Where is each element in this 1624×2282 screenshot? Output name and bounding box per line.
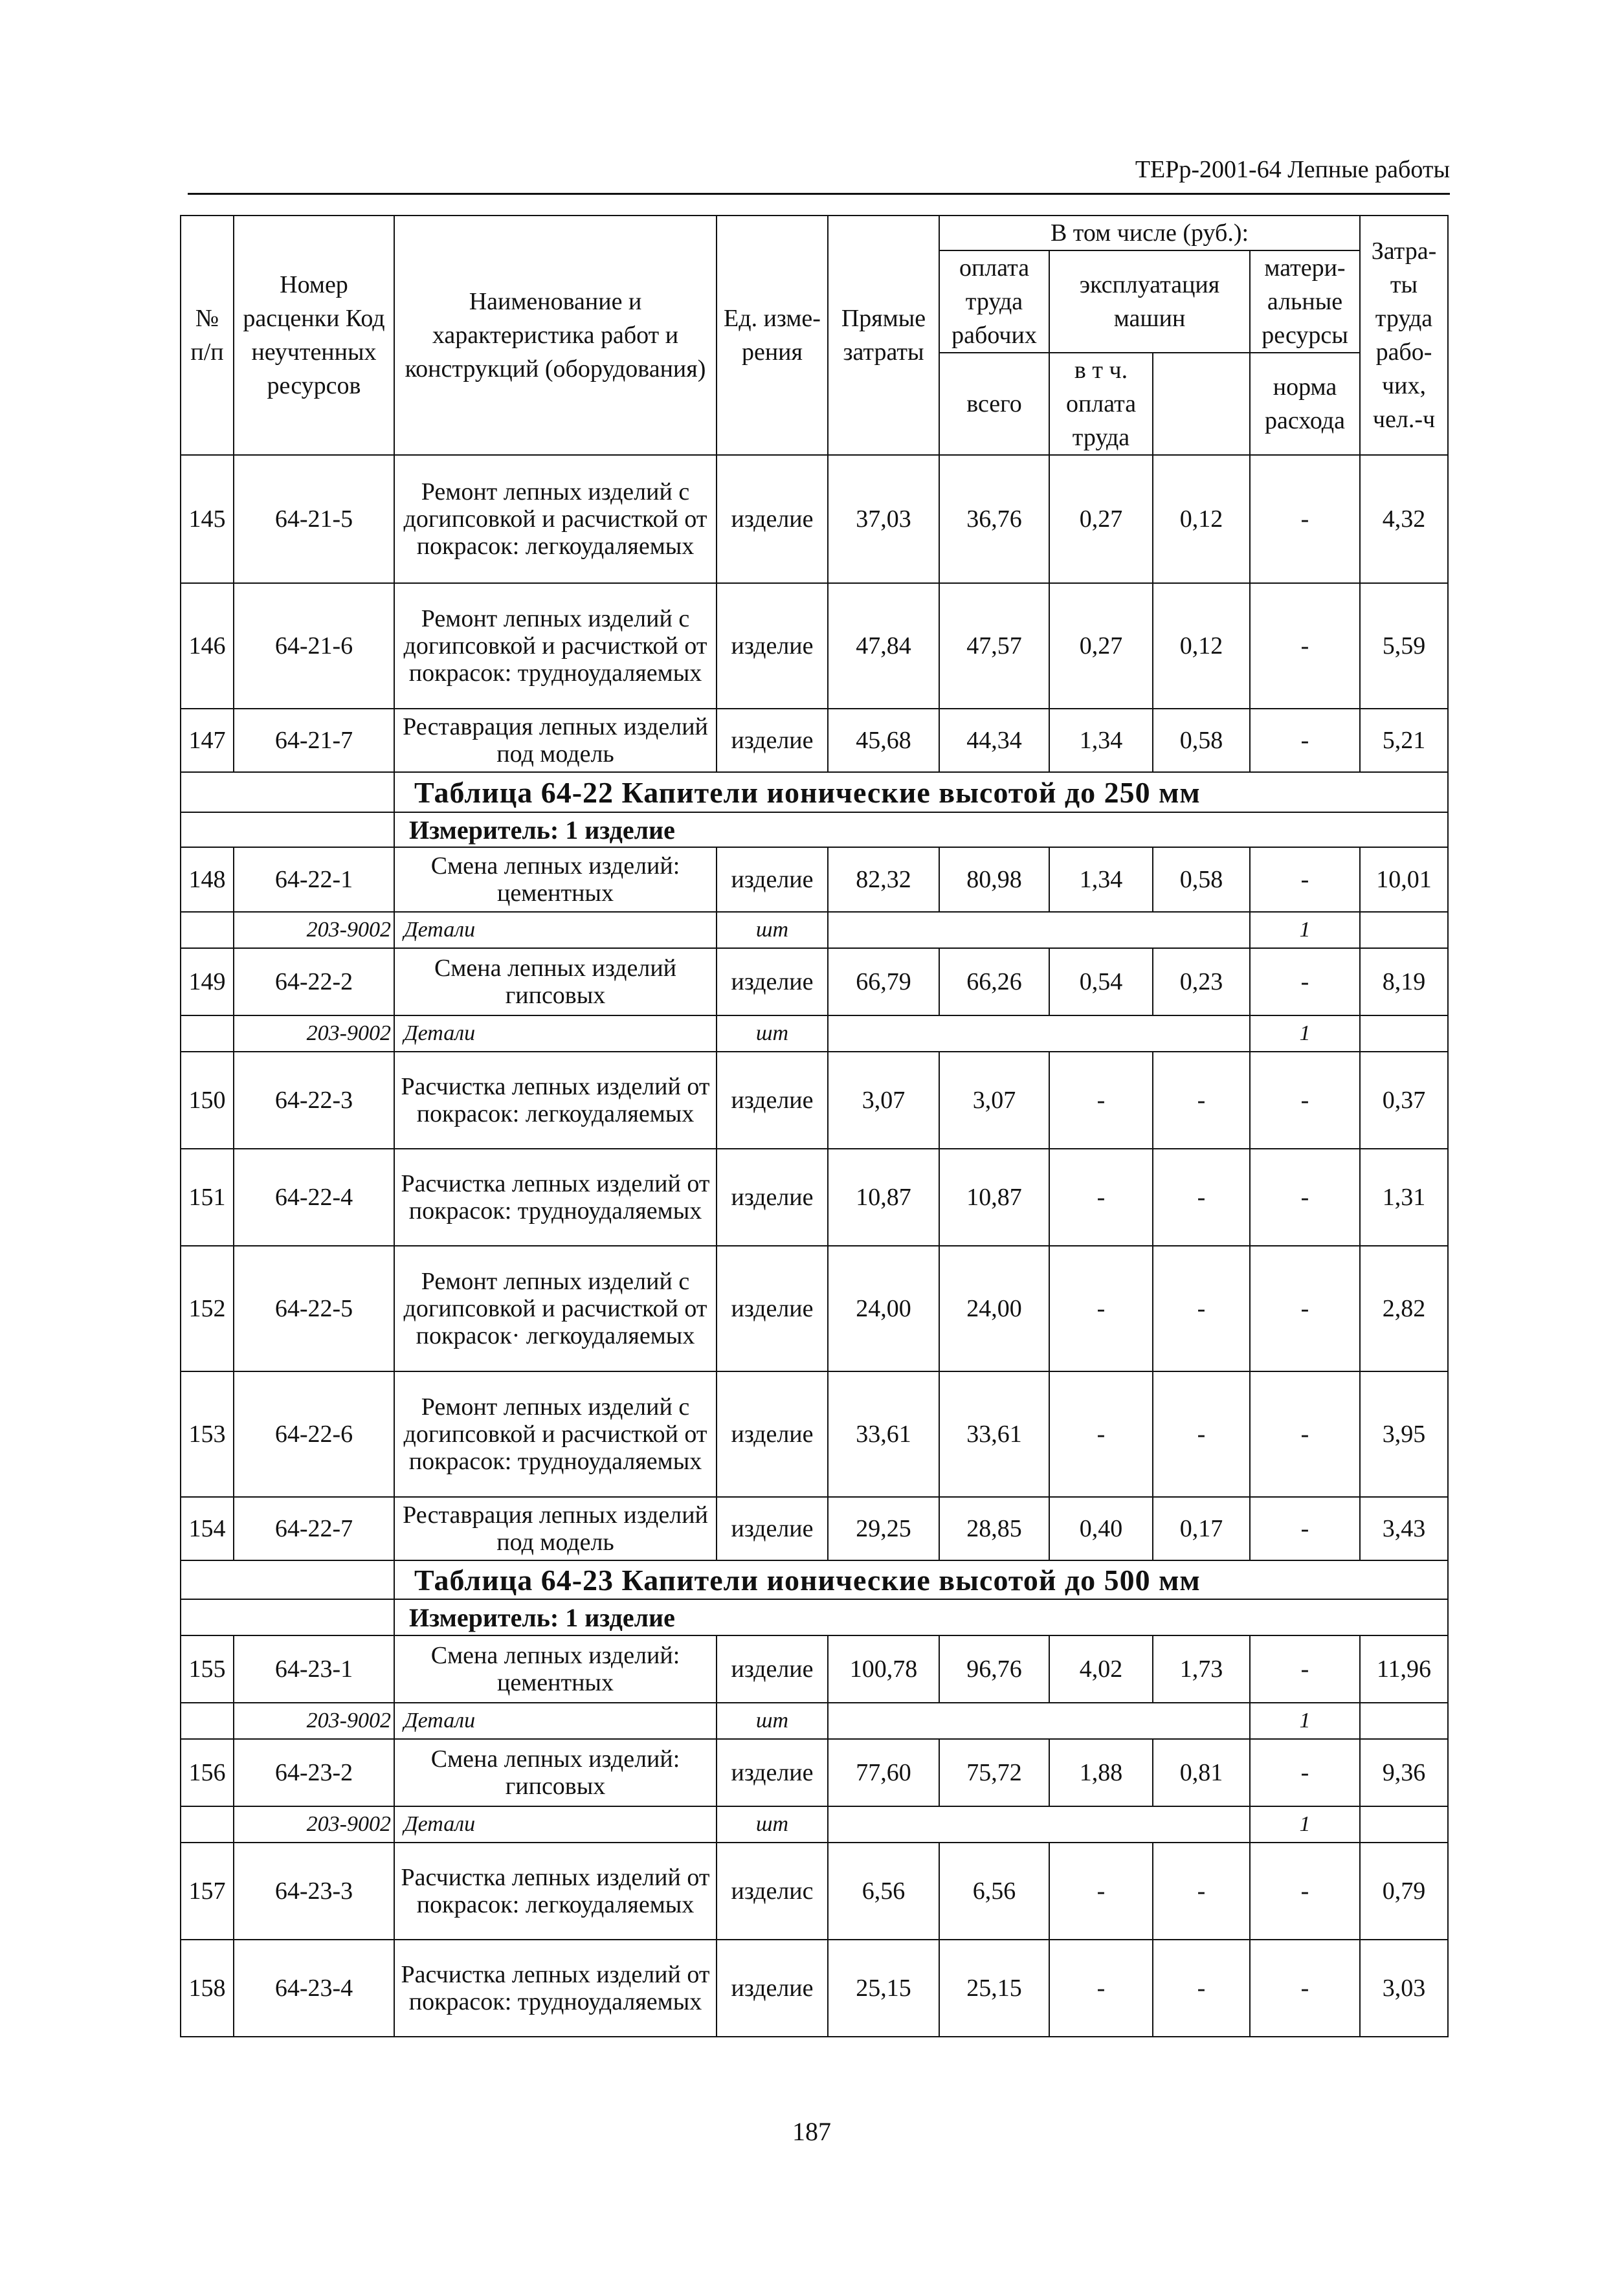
- rate-code: 64-22-3: [234, 1052, 394, 1149]
- direct-costs: 29,25: [828, 1497, 939, 1560]
- work-name: Ремонт лепных изделий с догипсовкой и расчисткой от покрасок· легкоудаляемых: [394, 1246, 717, 1371]
- labor-pay: 36,76: [939, 455, 1049, 583]
- labor-pay: 24,00: [939, 1246, 1049, 1371]
- row-number: 149: [181, 948, 234, 1015]
- materials: -: [1250, 1635, 1360, 1703]
- row-number: 157: [181, 1843, 234, 1940]
- rate-code: 64-22-1: [234, 847, 394, 912]
- table-row: [181, 1497, 1448, 1560]
- labor-hours: 3,43: [1360, 1497, 1448, 1560]
- resource-norm: 1: [1250, 1703, 1360, 1739]
- machines-total: 0,54: [1049, 948, 1153, 1015]
- resource-name: Детали: [394, 1015, 717, 1052]
- work-name: Смена лепных изделий: цементных: [394, 847, 717, 912]
- labor-pay: 6,56: [939, 1843, 1049, 1940]
- unit: изделие: [717, 948, 828, 1015]
- resource-norm: 1: [1250, 1015, 1360, 1052]
- col-name-header: Наименование и характеристика работ и конструкций (оборудования): [394, 216, 717, 455]
- machines-total: 0,27: [1049, 583, 1153, 709]
- direct-costs: 100,78: [828, 1635, 939, 1703]
- work-name: Смена лепных изделий: гипсовых: [394, 1739, 717, 1806]
- resource-name: Детали: [394, 1703, 717, 1739]
- materials: -: [1250, 709, 1360, 772]
- rate-code: 64-23-4: [234, 1940, 394, 2037]
- table-row: [181, 847, 1448, 912]
- labor-hours: 11,96: [1360, 1635, 1448, 1703]
- table-row: [181, 1246, 1448, 1371]
- rate-code: 64-22-5: [234, 1246, 394, 1371]
- unit: изделие: [717, 455, 828, 583]
- col-pay-header: оплата труда рабочих: [939, 250, 1049, 353]
- materials: -: [1250, 1497, 1360, 1560]
- work-name: Реставрация лепных изделий под модель: [394, 709, 717, 772]
- labor-pay: 80,98: [939, 847, 1049, 912]
- col-materials-header: матери- альные ресурсы: [1250, 250, 1360, 353]
- rate-code: 64-21-6: [234, 583, 394, 709]
- labor-hours: 1,31: [1360, 1149, 1448, 1246]
- machines-total: -: [1049, 1940, 1153, 2037]
- labor-pay: 75,72: [939, 1739, 1049, 1806]
- labor-pay: 28,85: [939, 1497, 1049, 1560]
- direct-costs: 33,61: [828, 1371, 939, 1497]
- table-row: [181, 1052, 1448, 1149]
- resource-code: 203-9002: [234, 912, 394, 948]
- materials: -: [1250, 1149, 1360, 1246]
- materials: -: [1250, 583, 1360, 709]
- rate-code: 64-22-6: [234, 1371, 394, 1497]
- row-number: 152: [181, 1246, 234, 1371]
- table-row: [181, 709, 1448, 772]
- materials: -: [1250, 1843, 1360, 1940]
- resource-code: 203-9002: [234, 1703, 394, 1739]
- work-name: Расчистка лепных изделий от покрасок: трудноудаляемых: [394, 1149, 717, 1246]
- col-direct-header: Прямые затраты: [828, 216, 939, 455]
- row-number: 156: [181, 1739, 234, 1806]
- resource-name: Детали: [394, 1806, 717, 1843]
- resource-name: Детали: [394, 912, 717, 948]
- rate-code: 64-23-1: [234, 1635, 394, 1703]
- unit: изделие: [717, 1371, 828, 1497]
- unit: изделие: [717, 1052, 828, 1149]
- machines-labor: 0,17: [1153, 1497, 1250, 1560]
- labor-hours: 2,82: [1360, 1246, 1448, 1371]
- section-title-row: [181, 1560, 1448, 1599]
- labor-hours: 10,01: [1360, 847, 1448, 912]
- running-header: ТЕРр-2001-64 Лепные работы: [1135, 156, 1450, 183]
- direct-costs: 77,60: [828, 1739, 939, 1806]
- machines-total: -: [1049, 1246, 1153, 1371]
- labor-hours: 0,37: [1360, 1052, 1448, 1149]
- labor-hours: 3,95: [1360, 1371, 1448, 1497]
- machines-labor: 1,73: [1153, 1635, 1250, 1703]
- rate-code: 64-22-4: [234, 1149, 394, 1246]
- table-row: [181, 1371, 1448, 1497]
- rate-code: 64-21-5: [234, 455, 394, 583]
- machines-labor: 0,12: [1153, 455, 1250, 583]
- resource-norm: 1: [1250, 1806, 1360, 1843]
- resource-code: 203-9002: [234, 1806, 394, 1843]
- header-row-1: [181, 216, 1448, 250]
- measure-label: Измеритель: 1 изделие: [394, 812, 1448, 847]
- col-mach-labor-header: в т ч. оплата труда: [1049, 353, 1153, 455]
- labor-hours: 0,79: [1360, 1843, 1448, 1940]
- machines-labor: -: [1153, 1246, 1250, 1371]
- col-norm-header: норма расхода: [1250, 353, 1360, 455]
- page-number: 187: [792, 2117, 831, 2146]
- row-number: 150: [181, 1052, 234, 1149]
- table-row: [181, 1739, 1448, 1806]
- section-title-row: [181, 772, 1448, 812]
- resource-row: [181, 1703, 1448, 1739]
- materials: -: [1250, 1052, 1360, 1149]
- labor-hours: 5,59: [1360, 583, 1448, 709]
- table-row: [181, 1635, 1448, 1703]
- unit: изделис: [717, 1843, 828, 1940]
- machines-total: -: [1049, 1149, 1153, 1246]
- machines-total: 1,34: [1049, 709, 1153, 772]
- row-number: 146: [181, 583, 234, 709]
- measure-row: [181, 812, 1448, 847]
- section-title: Таблица 64-22 Капители ионические высотой до 250 мм: [394, 772, 1448, 812]
- machines-total: -: [1049, 1052, 1153, 1149]
- header-rule: [188, 193, 1450, 195]
- work-name: Ремонт лепных изделий с догипсовкой и расчисткой от покрасок: легкоудаляемых: [394, 455, 717, 583]
- resource-unit: шт: [717, 1806, 828, 1843]
- work-name: Смена лепных изделий гипсовых: [394, 948, 717, 1015]
- rate-code: 64-23-3: [234, 1843, 394, 1940]
- unit: изделие: [717, 583, 828, 709]
- direct-costs: 10,87: [828, 1149, 939, 1246]
- machines-labor: 0,58: [1153, 847, 1250, 912]
- labor-pay: 25,15: [939, 1940, 1049, 2037]
- labor-hours: 8,19: [1360, 948, 1448, 1015]
- col-incl-header: В том числе (руб.):: [939, 216, 1360, 250]
- materials: -: [1250, 847, 1360, 912]
- materials: -: [1250, 1940, 1360, 2037]
- table-row: [181, 1149, 1448, 1246]
- col-hours-header: Затра- ты труда рабо- чих, чел.-ч: [1360, 216, 1448, 455]
- table-row: [181, 583, 1448, 709]
- table-row: [181, 455, 1448, 583]
- unit: изделие: [717, 1635, 828, 1703]
- col-machines-header: эксплуатация машин: [1049, 250, 1250, 353]
- col-mach-total-header: всего: [939, 353, 1049, 455]
- direct-costs: 37,03: [828, 455, 939, 583]
- resource-code: 203-9002: [234, 1015, 394, 1052]
- resource-unit: шт: [717, 1703, 828, 1739]
- machines-labor: -: [1153, 1371, 1250, 1497]
- resource-norm: 1: [1250, 912, 1360, 948]
- resource-unit: шт: [717, 1015, 828, 1052]
- labor-pay: 33,61: [939, 1371, 1049, 1497]
- machines-labor: -: [1153, 1052, 1250, 1149]
- row-number: 145: [181, 455, 234, 583]
- labor-hours: 3,03: [1360, 1940, 1448, 2037]
- labor-pay: 66,26: [939, 948, 1049, 1015]
- work-name: Смена лепных изделий: цементных: [394, 1635, 717, 1703]
- row-number: 147: [181, 709, 234, 772]
- machines-total: 0,40: [1049, 1497, 1153, 1560]
- direct-costs: 82,32: [828, 847, 939, 912]
- direct-costs: 24,00: [828, 1246, 939, 1371]
- work-name: Ремонт лепных изделий с догипсовкой и расчисткой от покрасок: трудноудаляемых: [394, 1371, 717, 1497]
- resource-row: [181, 1015, 1448, 1052]
- work-name: Расчистка лепных изделий от покрасок: легкоудаляемых: [394, 1052, 717, 1149]
- measure-label: Измеритель: 1 изделие: [394, 1599, 1448, 1635]
- unit: изделие: [717, 1940, 828, 2037]
- row-number: 153: [181, 1371, 234, 1497]
- direct-costs: 47,84: [828, 583, 939, 709]
- machines-labor: -: [1153, 1149, 1250, 1246]
- machines-total: 1,34: [1049, 847, 1153, 912]
- col-code-header: Номер расценки Код неучтенных ресурсов: [234, 216, 394, 455]
- rate-code: 64-21-7: [234, 709, 394, 772]
- work-name: Расчистка лепных изделий от покрасок: трудноудаляемых: [394, 1940, 717, 2037]
- machines-labor: 0,58: [1153, 709, 1250, 772]
- rate-code: 64-22-2: [234, 948, 394, 1015]
- machines-labor: 0,23: [1153, 948, 1250, 1015]
- unit: изделие: [717, 709, 828, 772]
- unit: изделие: [717, 1149, 828, 1246]
- row-number: 154: [181, 1497, 234, 1560]
- resource-row: [181, 912, 1448, 948]
- col-num-header: № п/п: [181, 216, 234, 455]
- machines-total: -: [1049, 1371, 1153, 1497]
- row-number: 148: [181, 847, 234, 912]
- table-row: [181, 1940, 1448, 2037]
- labor-hours: 9,36: [1360, 1739, 1448, 1806]
- machines-labor: -: [1153, 1843, 1250, 1940]
- machines-total: 4,02: [1049, 1635, 1153, 1703]
- rate-code: 64-23-2: [234, 1739, 394, 1806]
- materials: -: [1250, 1371, 1360, 1497]
- labor-pay: 96,76: [939, 1635, 1049, 1703]
- work-name: Расчистка лепных изделий от покрасок: легкоудаляемых: [394, 1843, 717, 1940]
- machines-labor: -: [1153, 1940, 1250, 2037]
- rate-code: 64-22-7: [234, 1497, 394, 1560]
- resource-unit: шт: [717, 912, 828, 948]
- materials: -: [1250, 948, 1360, 1015]
- machines-total: -: [1049, 1843, 1153, 1940]
- machines-total: 0,27: [1049, 455, 1153, 583]
- row-number: 158: [181, 1940, 234, 2037]
- labor-pay: 44,34: [939, 709, 1049, 772]
- materials: -: [1250, 455, 1360, 583]
- labor-pay: 3,07: [939, 1052, 1049, 1149]
- resource-row: [181, 1806, 1448, 1843]
- table-row: [181, 948, 1448, 1015]
- machines-labor: 0,12: [1153, 583, 1250, 709]
- labor-hours: 4,32: [1360, 455, 1448, 583]
- direct-costs: 25,15: [828, 1940, 939, 2037]
- machines-total: 1,88: [1049, 1739, 1153, 1806]
- row-number: 151: [181, 1149, 234, 1246]
- unit: изделие: [717, 1497, 828, 1560]
- direct-costs: 6,56: [828, 1843, 939, 1940]
- table-row: [181, 1843, 1448, 1940]
- rates-table: [180, 215, 1449, 2037]
- section-title: Таблица 64-23 Капители ионические высотой до 500 мм: [394, 1560, 1448, 1599]
- unit: изделие: [717, 1739, 828, 1806]
- labor-pay: 10,87: [939, 1149, 1049, 1246]
- col-unit-header: Ед. изме- рения: [717, 216, 828, 455]
- materials: -: [1250, 1246, 1360, 1371]
- unit: изделие: [717, 1246, 828, 1371]
- materials: -: [1250, 1739, 1360, 1806]
- machines-labor: 0,81: [1153, 1739, 1250, 1806]
- work-name: Реставрация лепных изделий под модель: [394, 1497, 717, 1560]
- work-name: Ремонт лепных изделий с догипсовкой и расчисткой от покрасок: трудноудаляемых: [394, 583, 717, 709]
- row-number: 155: [181, 1635, 234, 1703]
- direct-costs: 3,07: [828, 1052, 939, 1149]
- unit: изделие: [717, 847, 828, 912]
- measure-row: [181, 1599, 1448, 1635]
- labor-pay: 47,57: [939, 583, 1049, 709]
- direct-costs: 45,68: [828, 709, 939, 772]
- direct-costs: 66,79: [828, 948, 939, 1015]
- labor-hours: 5,21: [1360, 709, 1448, 772]
